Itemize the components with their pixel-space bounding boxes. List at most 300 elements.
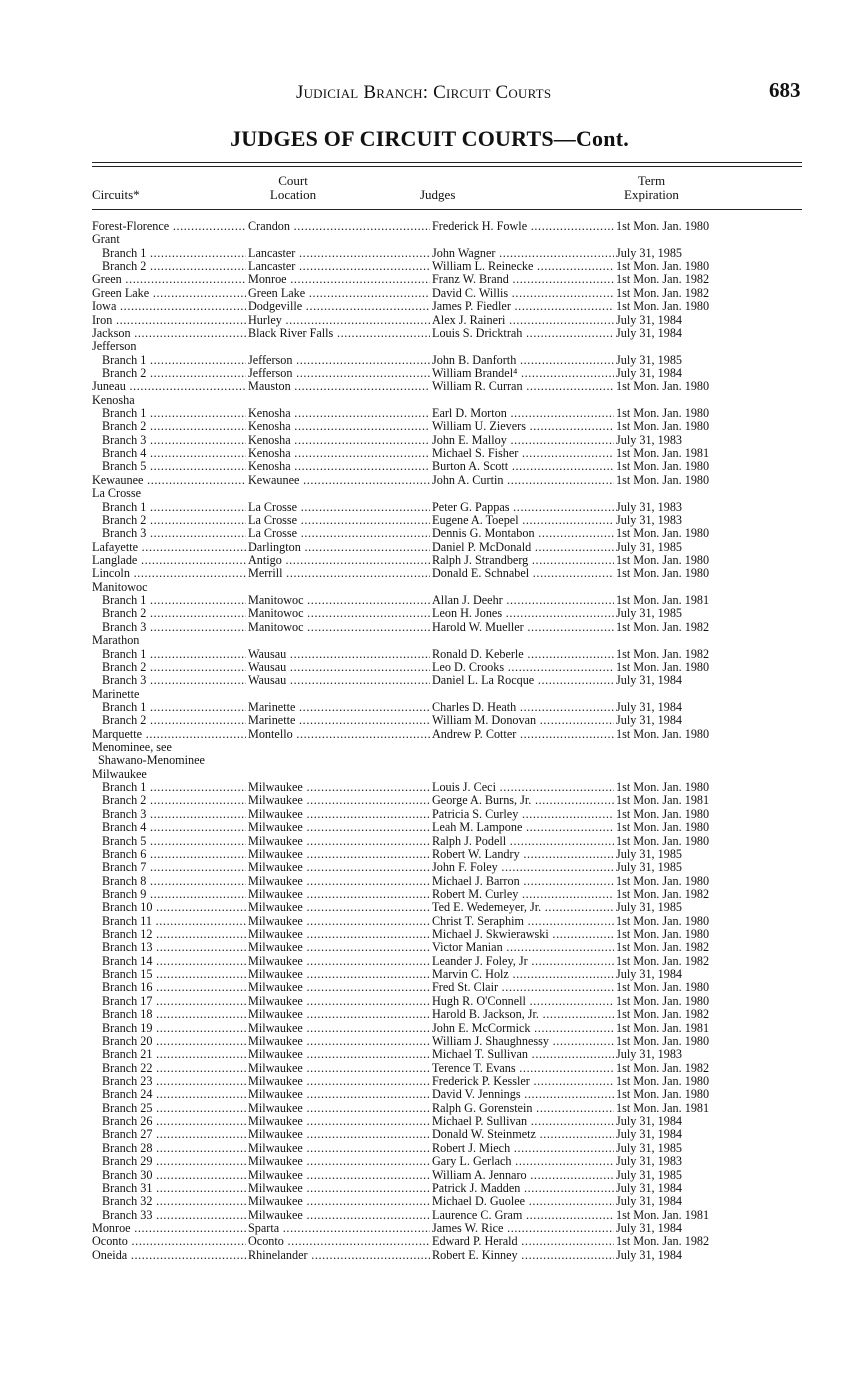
term-expiration: July 31, 1984	[616, 1195, 683, 1209]
term-expiration: 1st Mon. Jan. 1982	[616, 941, 710, 955]
circuit-name: Grant	[92, 233, 120, 247]
judge-name	[432, 314, 614, 327]
table-row	[92, 634, 812, 647]
term-expiration: July 31, 1984	[616, 1128, 683, 1142]
court-location-text: Kenosha .....	[248, 434, 430, 447]
judge-name-text: Louis S. Dricktrah .....	[432, 327, 614, 340]
judge-name-text: William L. Reinecke .....	[432, 260, 614, 273]
circuit-cell	[92, 1035, 246, 1048]
table-row	[92, 340, 812, 353]
circuit-name: Branch 20 .....	[92, 1035, 246, 1048]
circuit-cell	[92, 621, 246, 634]
circuit-name: Branch 2 .....	[92, 607, 246, 620]
table-row	[92, 714, 812, 727]
court-location	[248, 1142, 430, 1155]
circuit-cell	[92, 1102, 246, 1115]
court-location-text: Milwaukee .....	[248, 928, 430, 941]
court-location-text: Black River Falls .....	[248, 327, 430, 340]
circuit-cell	[92, 875, 246, 888]
court-location	[248, 447, 430, 460]
court-location-text: Milwaukee .....	[248, 1062, 430, 1075]
circuit-name: Branch 21 .....	[92, 1048, 246, 1061]
circuit-cell	[92, 554, 246, 567]
judge-name	[432, 354, 614, 367]
table-row	[92, 848, 812, 861]
column-header-location	[248, 174, 338, 202]
term-expiration: July 31, 1984	[616, 674, 683, 688]
term-expiration: 1st Mon. Jan. 1982	[616, 1061, 710, 1075]
circuit-cell	[92, 901, 246, 914]
circuit-name: Branch 1 .....	[92, 354, 246, 367]
judge-name-text: Michael J. Barron .....	[432, 875, 614, 888]
judge-name	[432, 941, 614, 954]
court-location	[248, 527, 430, 540]
circuit-name: Iowa .....	[92, 300, 246, 313]
circuit-cell	[92, 1142, 246, 1155]
court-location-text: Milwaukee .....	[248, 1022, 430, 1035]
court-location-text: Milwaukee .....	[248, 1155, 430, 1168]
circuit-name: Marathon	[92, 634, 140, 648]
judge-name	[432, 260, 614, 273]
circuit-cell	[92, 487, 246, 500]
term-expiration: July 31, 1985	[616, 246, 683, 260]
court-location-text: Lancaster .....	[248, 247, 430, 260]
circuit-cell	[92, 1169, 246, 1182]
term-expiration: 1st Mon. Jan. 1980	[616, 380, 710, 394]
circuit-cell	[92, 220, 246, 233]
judge-name-text: John F. Foley .....	[432, 861, 614, 874]
judge-name	[432, 915, 614, 928]
judge-name-text: Laurence C. Gram .....	[432, 1209, 614, 1222]
judge-name-text: William J. Shaughnessy .....	[432, 1035, 614, 1048]
circuit-cell	[92, 861, 246, 874]
judge-name	[432, 327, 614, 340]
court-location-text: Marinette .....	[248, 701, 430, 714]
court-location	[248, 287, 430, 300]
judge-name-text: James W. Rice .....	[432, 1222, 614, 1235]
court-location-text: Kenosha .....	[248, 407, 430, 420]
table-row	[92, 1008, 812, 1021]
term-expiration: 1st Mon. Jan. 1980	[616, 874, 710, 888]
judge-name-text: James P. Fiedler .....	[432, 300, 614, 313]
circuit-name: Branch 2 .....	[92, 260, 246, 273]
court-location	[248, 981, 430, 994]
page-title: JUDGES OF CIRCUIT COURTS—Cont.	[230, 126, 629, 151]
circuit-name: Branch 32 .....	[92, 1195, 246, 1208]
circuit-cell	[92, 1195, 246, 1208]
court-location-text: Monroe .....	[248, 273, 430, 286]
table-row	[92, 941, 812, 954]
court-location	[248, 661, 430, 674]
circuit-name: Oconto .....	[92, 1235, 246, 1248]
judge-name-text: Harold W. Mueller .....	[432, 621, 614, 634]
judge-name-text: David C. Willis .....	[432, 287, 614, 300]
term-expiration: July 31, 1985	[616, 861, 683, 875]
term-expiration: 1st Mon. Jan. 1982	[616, 887, 710, 901]
column-header-term-line1: Term	[637, 173, 666, 188]
term-expiration: July 31, 1984	[616, 1181, 683, 1195]
term-expiration: 1st Mon. Jan. 1981	[616, 794, 710, 808]
circuit-name: Branch 15 .....	[92, 968, 246, 981]
circuit-name: Branch 30 .....	[92, 1169, 246, 1182]
judge-name-text: Michael T. Sullivan .....	[432, 1048, 614, 1061]
court-location-text: La Crosse .....	[248, 501, 430, 514]
table-row	[92, 354, 812, 367]
judge-name	[432, 875, 614, 888]
circuit-name: Branch 7 .....	[92, 861, 246, 874]
court-location	[248, 260, 430, 273]
court-location-text: La Crosse .....	[248, 527, 430, 540]
top-double-rule-upper	[92, 162, 802, 163]
table-row	[92, 501, 812, 514]
court-location-text: Jefferson .....	[248, 354, 430, 367]
table-row	[92, 1048, 812, 1061]
table-row	[92, 794, 812, 807]
term-expiration: 1st Mon. Jan. 1980	[616, 407, 710, 421]
judges-table	[92, 220, 812, 1262]
judge-name-text: Fred St. Clair .....	[432, 981, 614, 994]
judge-name-text: Hugh R. O'Connell .....	[432, 995, 614, 1008]
circuit-cell	[92, 808, 246, 821]
court-location	[248, 541, 430, 554]
circuit-cell	[92, 995, 246, 1008]
judge-name-text: Robert E. Kinney .....	[432, 1249, 614, 1262]
court-location-text: Milwaukee .....	[248, 1142, 430, 1155]
court-location	[248, 247, 430, 260]
judge-name-text: Michael P. Sullivan .....	[432, 1115, 614, 1128]
circuit-name: Branch 16 .....	[92, 981, 246, 994]
judge-name	[432, 247, 614, 260]
judge-name-text: John A. Curtin .....	[432, 474, 614, 487]
term-expiration: 1st Mon. Jan. 1981	[616, 1208, 710, 1222]
circuit-cell	[92, 380, 246, 393]
court-location-text: Manitowoc .....	[248, 607, 430, 620]
table-row	[92, 541, 812, 554]
court-location-text: Milwaukee .....	[248, 1048, 430, 1061]
judge-name-text: Donald W. Steinmetz .....	[432, 1128, 614, 1141]
circuit-name: Manitowoc	[92, 580, 148, 594]
circuit-name: Branch 1 .....	[92, 407, 246, 420]
circuit-name: Branch 28 .....	[92, 1142, 246, 1155]
circuit-cell	[92, 233, 246, 246]
judge-name	[432, 300, 614, 313]
court-location-text: Milwaukee .....	[248, 1008, 430, 1021]
court-location-text: Kenosha .....	[248, 420, 430, 433]
table-row	[92, 394, 812, 407]
court-location-text: Kenosha .....	[248, 460, 430, 473]
table-row	[92, 220, 812, 233]
table-row	[92, 1128, 812, 1141]
term-expiration: 1st Mon. Jan. 1980	[616, 928, 710, 942]
court-location	[248, 554, 430, 567]
court-location-text: Milwaukee .....	[248, 1195, 430, 1208]
judge-name	[432, 407, 614, 420]
circuit-name: La Crosse	[92, 487, 142, 501]
circuit-cell	[92, 514, 246, 527]
judge-name	[432, 728, 614, 741]
court-location	[248, 995, 430, 1008]
circuit-cell	[92, 287, 246, 300]
running-head: Judicial Branch: Circuit Courts	[296, 82, 552, 103]
term-expiration: July 31, 1984	[616, 1248, 683, 1262]
judge-name	[432, 514, 614, 527]
court-location-text: Dodgeville .....	[248, 300, 430, 313]
table-row	[92, 621, 812, 634]
circuit-name: Branch 11 .....	[92, 915, 246, 928]
term-expiration: July 31, 1983	[616, 1048, 683, 1062]
judge-name-text: Allan J. Deehr .....	[432, 594, 614, 607]
table-row	[92, 407, 812, 420]
court-location	[248, 1249, 430, 1262]
circuit-cell	[92, 848, 246, 861]
circuit-cell	[92, 541, 246, 554]
court-location-text: Milwaukee .....	[248, 968, 430, 981]
judge-name-text: Louis J. Ceci .....	[432, 781, 614, 794]
circuit-cell	[92, 888, 246, 901]
judge-name	[432, 648, 614, 661]
circuit-cell	[92, 1008, 246, 1021]
term-expiration: July 31, 1984	[616, 700, 683, 714]
judge-name-text: Leah M. Lampone .....	[432, 821, 614, 834]
circuit-name: Monroe .....	[92, 1222, 246, 1235]
term-expiration: 1st Mon. Jan. 1980	[616, 807, 710, 821]
table-row	[92, 674, 812, 687]
term-expiration: 1st Mon. Jan. 1980	[616, 981, 710, 995]
term-expiration: July 31, 1985	[616, 1168, 683, 1182]
term-expiration: 1st Mon. Jan. 1980	[616, 260, 710, 274]
court-location-text: Milwaukee .....	[248, 995, 430, 1008]
circuit-cell	[92, 955, 246, 968]
table-row	[92, 875, 812, 888]
table-row	[92, 741, 812, 754]
judge-name-text: Michael S. Fisher .....	[432, 447, 614, 460]
court-location	[248, 888, 430, 901]
circuit-name: Branch 18 .....	[92, 1008, 246, 1021]
judge-name	[432, 1048, 614, 1061]
column-header-location-line1: Court	[278, 173, 308, 188]
circuit-cell	[92, 648, 246, 661]
court-location-text: Manitowoc .....	[248, 621, 430, 634]
circuit-cell	[92, 1088, 246, 1101]
circuit-name: Branch 2 .....	[92, 794, 246, 807]
table-row	[92, 835, 812, 848]
court-location	[248, 420, 430, 433]
circuit-name: Branch 24 .....	[92, 1088, 246, 1101]
court-location	[248, 594, 430, 607]
court-location	[248, 1115, 430, 1128]
court-location-text: Milwaukee .....	[248, 955, 430, 968]
judge-name	[432, 1022, 614, 1035]
court-location	[248, 273, 430, 286]
term-expiration: July 31, 1983	[616, 513, 683, 527]
court-location-text: Merrill .....	[248, 567, 430, 580]
judge-name-text: Charles D. Heath .....	[432, 701, 614, 714]
header-rule	[92, 209, 802, 210]
table-row	[92, 527, 812, 540]
court-location	[248, 1209, 430, 1222]
table-row	[92, 768, 812, 781]
circuit-cell	[92, 634, 246, 647]
judge-name	[432, 501, 614, 514]
circuit-name: Branch 3 .....	[92, 808, 246, 821]
court-location	[248, 1182, 430, 1195]
judge-name-text: John Wagner .....	[432, 247, 614, 260]
judge-name	[432, 273, 614, 286]
circuit-cell	[92, 581, 246, 594]
circuit-name: Oneida .....	[92, 1249, 246, 1262]
table-row	[92, 380, 812, 393]
term-expiration: July 31, 1984	[616, 326, 683, 340]
term-expiration: July 31, 1985	[616, 901, 683, 915]
judge-name-text: Christ T. Seraphim .....	[432, 915, 614, 928]
circuit-cell	[92, 260, 246, 273]
court-location-text: Milwaukee .....	[248, 821, 430, 834]
judge-name	[432, 1115, 614, 1128]
judge-name-text: Burton A. Scott .....	[432, 460, 614, 473]
column-header-term-line2: Expiration	[624, 187, 679, 202]
court-location	[248, 1035, 430, 1048]
table-row	[92, 273, 812, 286]
circuit-cell	[92, 420, 246, 433]
table-row	[92, 487, 812, 500]
court-location	[248, 674, 430, 687]
court-location-text: Wausau .....	[248, 648, 430, 661]
court-location	[248, 474, 430, 487]
circuit-cell	[92, 661, 246, 674]
circuit-cell	[92, 394, 246, 407]
term-expiration: 1st Mon. Jan. 1980	[616, 473, 710, 487]
court-location	[248, 875, 430, 888]
circuit-cell	[92, 447, 246, 460]
table-row	[92, 554, 812, 567]
circuit-cell	[92, 1062, 246, 1075]
court-location	[248, 928, 430, 941]
judge-name-text: Frederick P. Kessler .....	[432, 1075, 614, 1088]
circuit-name: Juneau .....	[92, 380, 246, 393]
court-location	[248, 1235, 430, 1248]
term-expiration: 1st Mon. Jan. 1981	[616, 1021, 710, 1035]
circuit-name: Milwaukee	[92, 767, 147, 781]
court-location	[248, 567, 430, 580]
court-location	[248, 821, 430, 834]
table-row	[92, 781, 812, 794]
judge-name-text: Michael J. Skwierawski .....	[432, 928, 614, 941]
term-expiration: 1st Mon. Jan. 1982	[616, 647, 710, 661]
term-expiration: 1st Mon. Jan. 1980	[616, 553, 710, 567]
court-location-text: Wausau .....	[248, 674, 430, 687]
judge-name	[432, 420, 614, 433]
court-location-text: Milwaukee .....	[248, 888, 430, 901]
circuit-name: Branch 1 .....	[92, 501, 246, 514]
term-expiration: July 31, 1984	[616, 968, 683, 982]
judge-name-text: William Brandel⁴ .....	[432, 367, 614, 380]
court-location-text: Darlington .....	[248, 541, 430, 554]
court-location-text: Milwaukee .....	[248, 1209, 430, 1222]
judge-name-text: Ralph G. Gorenstein .....	[432, 1102, 614, 1115]
term-expiration: July 31, 1983	[616, 433, 683, 447]
judge-name-text: Leander J. Foley, Jr .....	[432, 955, 614, 968]
court-location	[248, 220, 430, 233]
court-location	[248, 354, 430, 367]
circuit-cell	[92, 474, 246, 487]
court-location	[248, 407, 430, 420]
court-location-text: Oconto .....	[248, 1235, 430, 1248]
judge-name-text: Gary L. Gerlach .....	[432, 1155, 614, 1168]
circuit-name: Branch 9 .....	[92, 888, 246, 901]
circuit-cell	[92, 928, 246, 941]
circuit-name: Jackson .....	[92, 327, 246, 340]
court-location	[248, 915, 430, 928]
table-row	[92, 594, 812, 607]
table-row	[92, 460, 812, 473]
circuit-cell	[92, 501, 246, 514]
court-location-text: Milwaukee .....	[248, 861, 430, 874]
column-header-term	[614, 174, 689, 202]
judge-name-text: Michael D. Guolee .....	[432, 1195, 614, 1208]
judge-name	[432, 1182, 614, 1195]
judge-name	[432, 888, 614, 901]
table-row	[92, 1088, 812, 1101]
circuit-cell	[92, 247, 246, 260]
judge-name	[432, 968, 614, 981]
term-expiration: 1st Mon. Jan. 1980	[616, 781, 710, 795]
table-row	[92, 1249, 812, 1262]
court-location	[248, 955, 430, 968]
judge-name	[432, 1222, 614, 1235]
circuit-cell	[92, 367, 246, 380]
table-row	[92, 607, 812, 620]
court-location-text: Milwaukee .....	[248, 848, 430, 861]
circuit-cell	[92, 407, 246, 420]
table-row	[92, 968, 812, 981]
term-expiration: 1st Mon. Jan. 1982	[616, 954, 710, 968]
court-location	[248, 607, 430, 620]
circuit-name: Branch 4 .....	[92, 447, 246, 460]
table-row	[92, 1195, 812, 1208]
judge-name	[432, 835, 614, 848]
circuit-cell	[92, 821, 246, 834]
court-location-text: Mauston .....	[248, 380, 430, 393]
circuit-cell	[92, 434, 246, 447]
circuit-name: Green Lake .....	[92, 287, 246, 300]
court-location	[248, 1169, 430, 1182]
judge-name-text: Alex J. Raineri .....	[432, 314, 614, 327]
judge-name-text: Daniel P. McDonald .....	[432, 541, 614, 554]
judge-name-text: John E. Malloy .....	[432, 434, 614, 447]
judge-name	[432, 621, 614, 634]
court-location-text: Kewaunee .....	[248, 474, 430, 487]
court-location	[248, 901, 430, 914]
circuit-name: Kenosha	[92, 393, 135, 407]
judge-name	[432, 567, 614, 580]
circuit-cell	[92, 968, 246, 981]
judge-name-text: Peter G. Pappas .....	[432, 501, 614, 514]
circuit-cell	[92, 981, 246, 994]
term-expiration: 1st Mon. Jan. 1980	[616, 727, 710, 741]
court-location-text: Milwaukee .....	[248, 794, 430, 807]
court-location	[248, 1088, 430, 1101]
circuit-cell	[92, 915, 246, 928]
court-location	[248, 728, 430, 741]
court-location-text: Rhinelander .....	[248, 1249, 430, 1262]
judge-name	[432, 1169, 614, 1182]
table-row	[92, 928, 812, 941]
court-location	[248, 1075, 430, 1088]
table-row	[92, 567, 812, 580]
table-row	[92, 327, 812, 340]
table-row	[92, 661, 812, 674]
court-location	[248, 1062, 430, 1075]
